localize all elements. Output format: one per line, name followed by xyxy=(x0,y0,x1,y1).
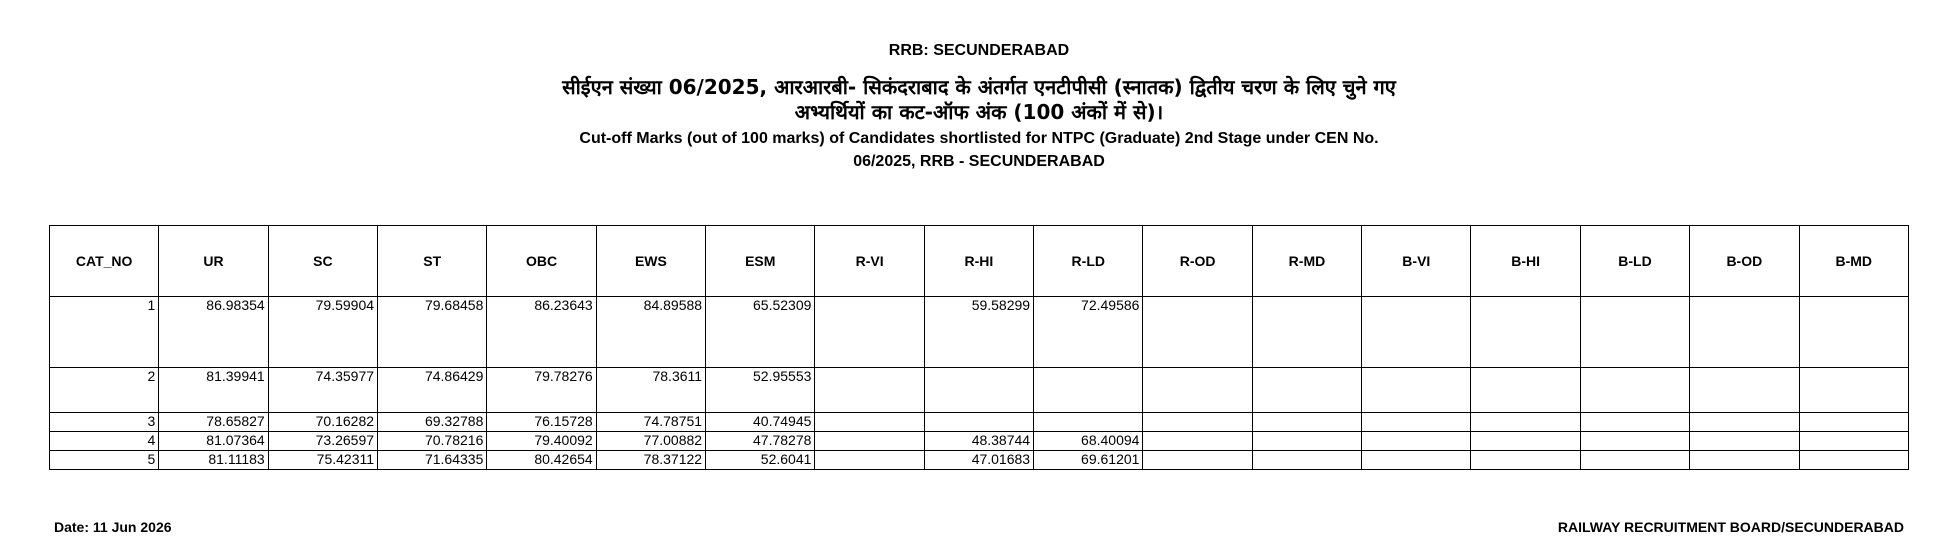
cell-esm: 52.6041 xyxy=(706,451,815,470)
col-header-b-od: B-OD xyxy=(1690,226,1799,297)
cell-sc: 74.35977 xyxy=(268,368,377,413)
cell-r-ld xyxy=(1034,413,1143,432)
table-row xyxy=(50,432,1909,451)
cell-b-od xyxy=(1690,297,1799,368)
cell-r-vi xyxy=(815,413,924,432)
cell-r-od xyxy=(1143,368,1252,413)
cell-sc: 75.42311 xyxy=(268,451,377,470)
col-header-esm: ESM xyxy=(706,226,815,297)
cell-cat-no: 5 xyxy=(50,451,159,470)
table-row xyxy=(50,451,1909,470)
cell-b-vi xyxy=(1362,413,1471,432)
cell-cat-no: 1 xyxy=(50,297,159,368)
cell-ews: 74.78751 xyxy=(596,413,705,432)
table-row xyxy=(50,368,1909,413)
english-title-line-1: Cut-off Marks (out of 100 marks) of Candidates shortlisted for NTPC (Graduate) 2nd Stage under CEN No. xyxy=(579,130,1379,147)
cell-sc: 79.59904 xyxy=(268,297,377,368)
col-header-r-od: R-OD xyxy=(1143,226,1252,297)
document-date: Date: 11 Jun 2026 xyxy=(54,519,172,535)
cell-r-ld: 69.61201 xyxy=(1034,451,1143,470)
cell-r-ld: 72.49586 xyxy=(1034,297,1143,368)
cell-b-vi xyxy=(1362,297,1471,368)
col-header-r-ld: R-LD xyxy=(1034,226,1143,297)
cell-b-od xyxy=(1690,451,1799,470)
cell-ur: 78.65827 xyxy=(159,413,268,432)
cell-b-md xyxy=(1799,297,1909,368)
hindi-title-line-1: सीईएन संख्या 06/2025, आरआरबी- सिकंदराबाद के अंतर्गत एनटीपीसी (स्नातक) द्वितीय चरण के लिए चुने गए xyxy=(562,75,1396,99)
cell-cat-no: 4 xyxy=(50,432,159,451)
board-name: RRB: SECUNDERABAD xyxy=(888,42,1070,59)
cell-r-od xyxy=(1143,432,1252,451)
cell-b-hi xyxy=(1471,432,1580,451)
cell-r-hi: 47.01683 xyxy=(924,451,1033,470)
hindi-title-line-2: अभ्यर्थियों का कट-ऑफ अंक (100 अंकों में से)। xyxy=(794,100,1164,124)
col-header-sc: SC xyxy=(268,226,377,297)
col-header-ur: UR xyxy=(159,226,268,297)
cell-st: 70.78216 xyxy=(378,432,487,451)
col-header-obc: OBC xyxy=(487,226,596,297)
cell-st: 71.64335 xyxy=(378,451,487,470)
cell-ur: 81.07364 xyxy=(159,432,268,451)
cell-r-md xyxy=(1252,432,1361,451)
cell-b-ld xyxy=(1580,451,1689,470)
cell-r-ld xyxy=(1034,368,1143,413)
col-header-ews: EWS xyxy=(596,226,705,297)
cell-obc: 86.23643 xyxy=(487,297,596,368)
cell-b-vi xyxy=(1362,432,1471,451)
cell-b-md xyxy=(1799,432,1909,451)
col-header-r-vi: R-VI xyxy=(815,226,924,297)
cell-sc: 73.26597 xyxy=(268,432,377,451)
table-row xyxy=(50,413,1909,432)
col-header-b-hi: B-HI xyxy=(1471,226,1580,297)
col-header-b-ld: B-LD xyxy=(1580,226,1689,297)
cell-esm: 47.78278 xyxy=(706,432,815,451)
cell-r-vi xyxy=(815,432,924,451)
cell-obc: 76.15728 xyxy=(487,413,596,432)
cell-cat-no: 3 xyxy=(50,413,159,432)
cell-b-od xyxy=(1690,432,1799,451)
cell-obc: 79.78276 xyxy=(487,368,596,413)
cell-esm: 65.52309 xyxy=(706,297,815,368)
cell-b-hi xyxy=(1471,413,1580,432)
cell-r-vi xyxy=(815,297,924,368)
cell-r-md xyxy=(1252,297,1361,368)
cell-b-md xyxy=(1799,413,1909,432)
cell-r-md xyxy=(1252,413,1361,432)
cell-cat-no: 2 xyxy=(50,368,159,413)
cell-b-od xyxy=(1690,368,1799,413)
cell-r-od xyxy=(1143,297,1252,368)
cell-b-ld xyxy=(1580,368,1689,413)
cell-ur: 81.39941 xyxy=(159,368,268,413)
cell-r-vi xyxy=(815,368,924,413)
cell-r-od xyxy=(1143,413,1252,432)
cutoff-marks-table xyxy=(49,225,1909,470)
col-header-r-hi: R-HI xyxy=(924,226,1033,297)
cell-b-hi xyxy=(1471,451,1580,470)
cell-ur: 81.11183 xyxy=(159,451,268,470)
cell-st: 79.68458 xyxy=(378,297,487,368)
cell-ur: 86.98354 xyxy=(159,297,268,368)
cell-ews: 78.3611 xyxy=(596,368,705,413)
cell-r-od xyxy=(1143,451,1252,470)
cell-esm: 40.74945 xyxy=(706,413,815,432)
cell-ews: 77.00882 xyxy=(596,432,705,451)
cell-b-hi xyxy=(1471,368,1580,413)
cell-sc: 70.16282 xyxy=(268,413,377,432)
cell-r-ld: 68.40094 xyxy=(1034,432,1143,451)
cell-obc: 79.40092 xyxy=(487,432,596,451)
cell-ews: 78.37122 xyxy=(596,451,705,470)
cell-b-vi xyxy=(1362,368,1471,413)
cell-r-md xyxy=(1252,451,1361,470)
cell-b-ld xyxy=(1580,297,1689,368)
cell-r-hi xyxy=(924,368,1033,413)
col-header-b-md: B-MD xyxy=(1799,226,1909,297)
col-header-st: ST xyxy=(378,226,487,297)
cell-st: 74.86429 xyxy=(378,368,487,413)
cell-b-od xyxy=(1690,413,1799,432)
cell-b-ld xyxy=(1580,432,1689,451)
col-header-b-vi: B-VI xyxy=(1362,226,1471,297)
cell-st: 69.32788 xyxy=(378,413,487,432)
cell-b-hi xyxy=(1471,297,1580,368)
cell-r-hi: 59.58299 xyxy=(924,297,1033,368)
col-header-r-md: R-MD xyxy=(1252,226,1361,297)
cell-r-hi: 48.38744 xyxy=(924,432,1033,451)
cell-b-vi xyxy=(1362,451,1471,470)
cell-ews: 84.89588 xyxy=(596,297,705,368)
cell-obc: 80.42654 xyxy=(487,451,596,470)
issuing-authority: RAILWAY RECRUITMENT BOARD/SECUNDERABAD xyxy=(1557,519,1904,535)
cell-r-hi xyxy=(924,413,1033,432)
english-title-line-2: 06/2025, RRB - SECUNDERABAD xyxy=(853,153,1105,170)
cell-esm: 52.95553 xyxy=(706,368,815,413)
cell-r-md xyxy=(1252,368,1361,413)
cell-b-md xyxy=(1799,451,1909,470)
cell-b-ld xyxy=(1580,413,1689,432)
cell-r-vi xyxy=(815,451,924,470)
col-header-cat-no: CAT_NO xyxy=(50,226,159,297)
cell-b-md xyxy=(1799,368,1909,413)
table-row xyxy=(50,297,1909,368)
table-header-row xyxy=(50,226,1909,297)
